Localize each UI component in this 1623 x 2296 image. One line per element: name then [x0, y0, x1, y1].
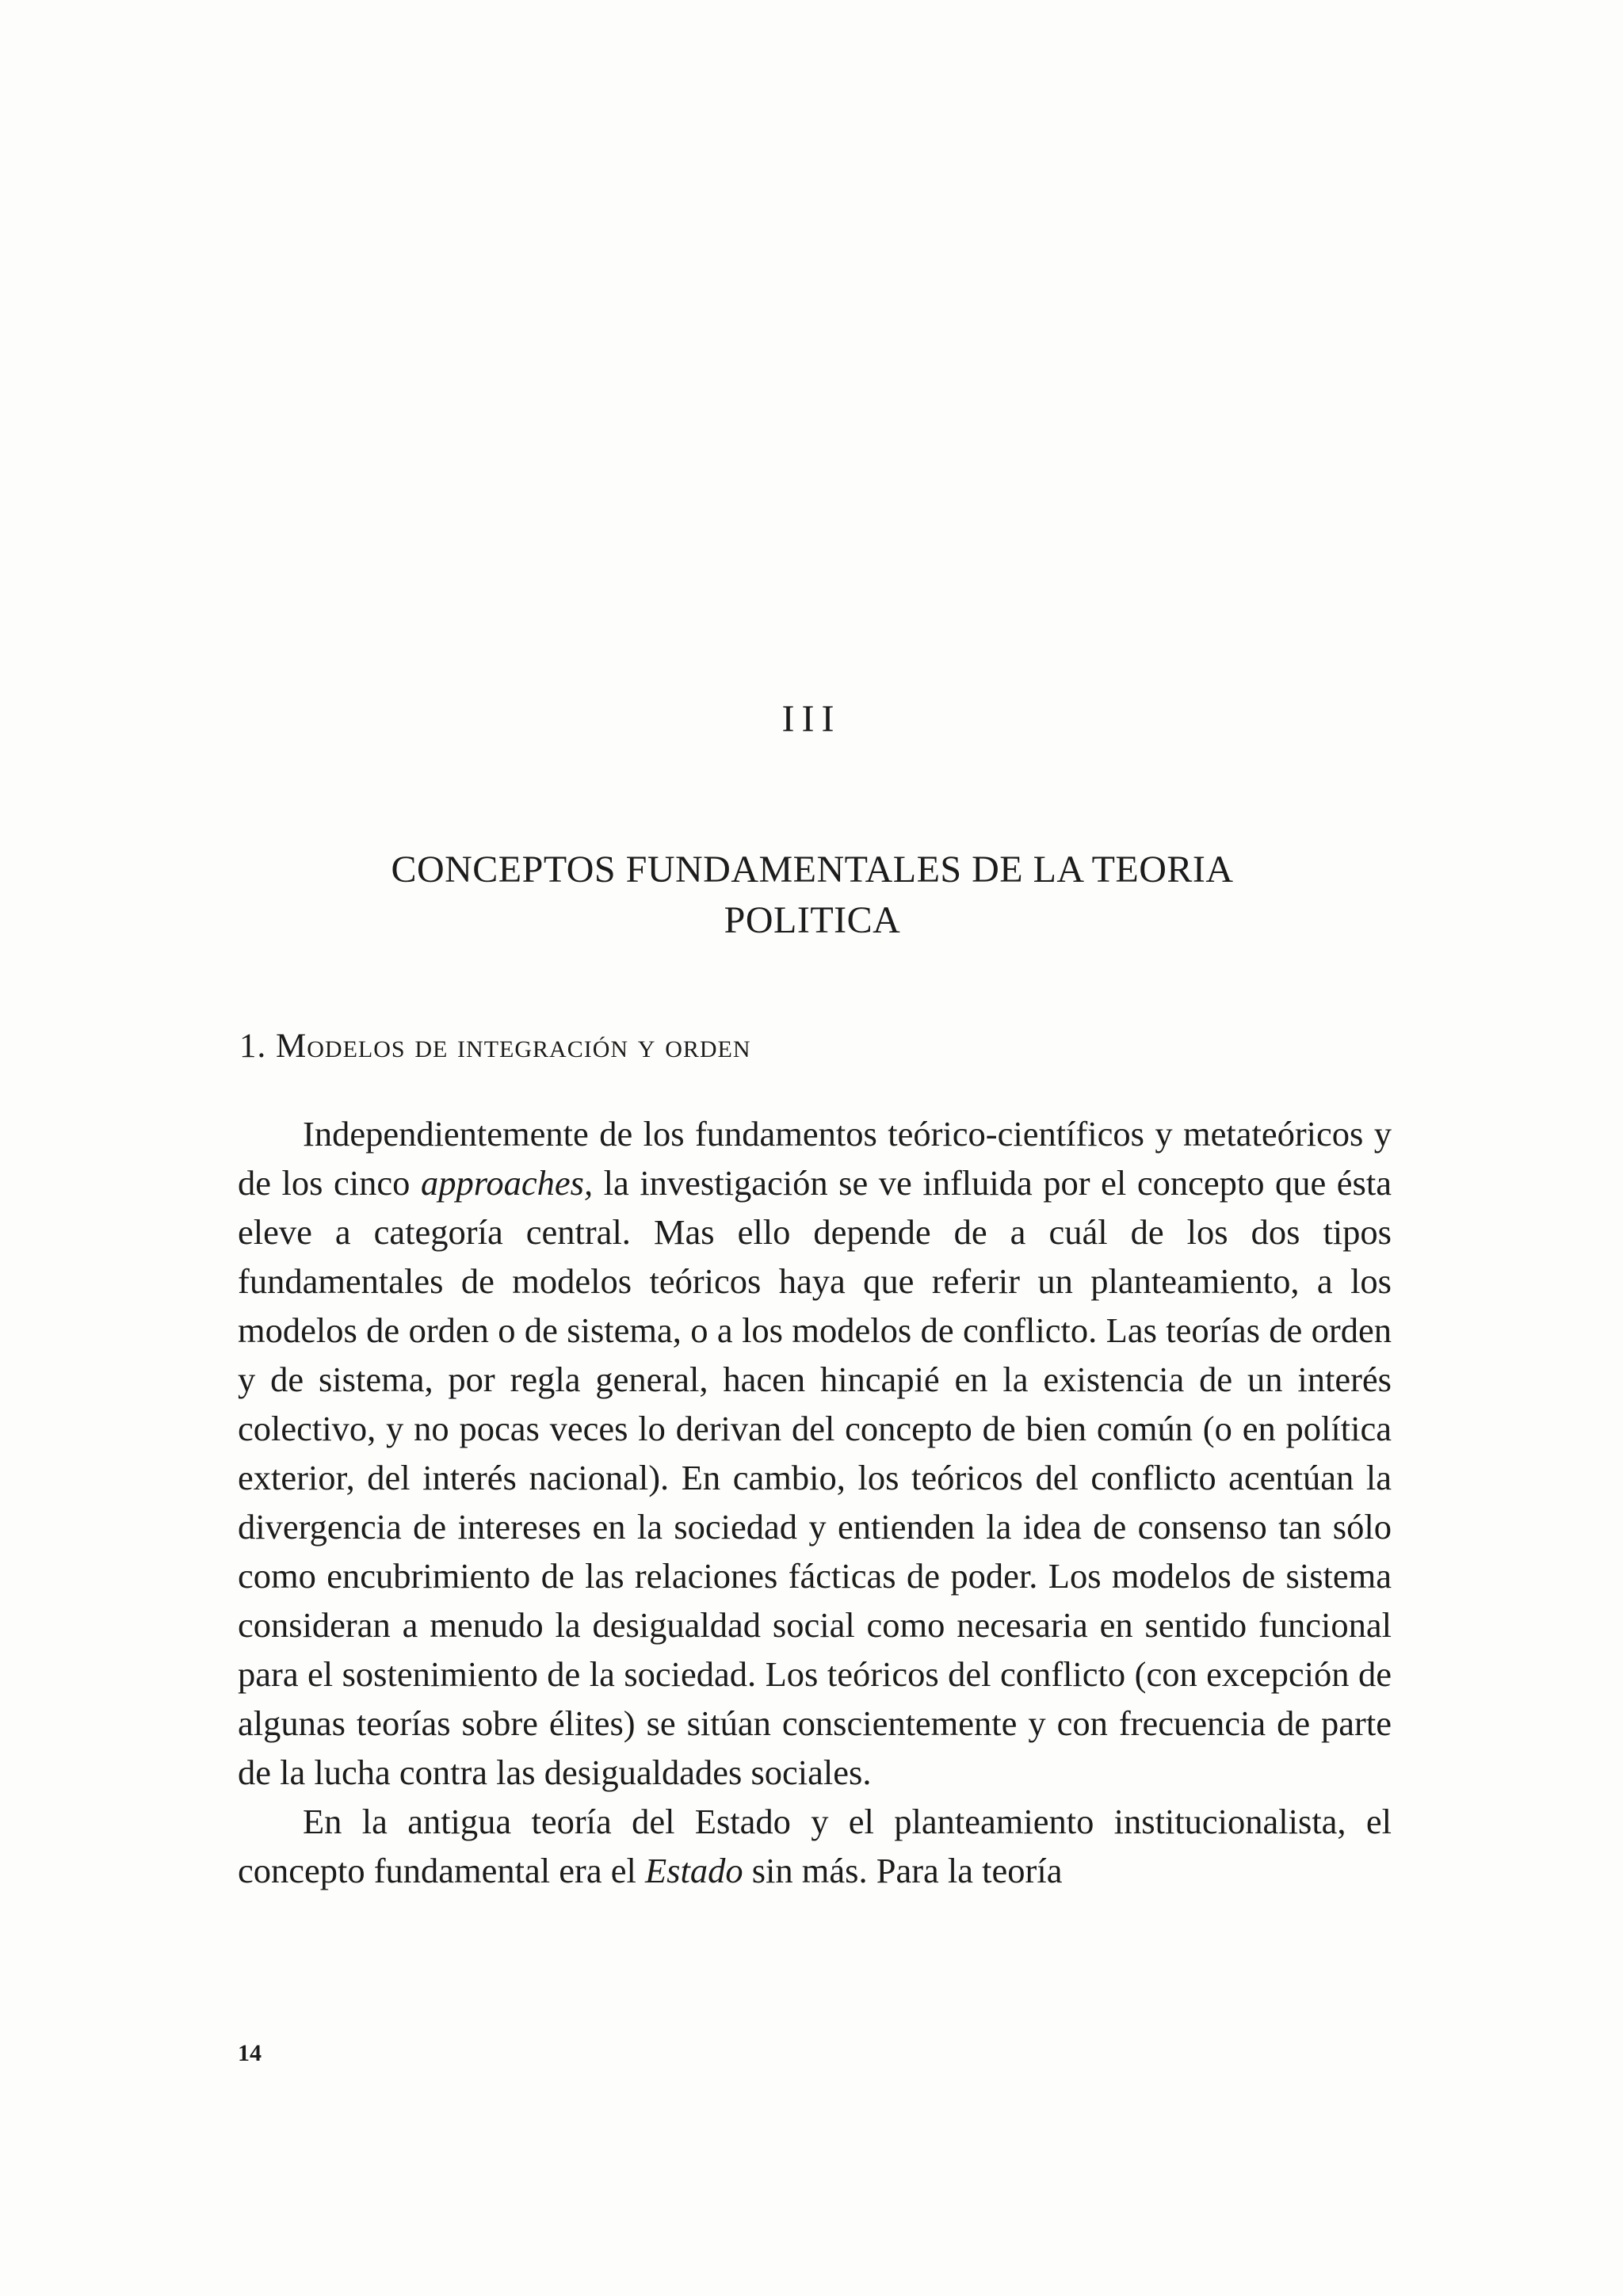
paragraph-1-text-b: la investigación se ve influida por el concepto que ésta eleve a categoría central. Mas ello depende de a cuál de los dos tipos fundamentales de modelos teóricos haya que referir un planteamiento, a los modelos de orden o de sistema, o a los modelos de conflicto. Las teorías de orden y de sistema, por regla general, hacen hincapié en la existencia de un interés colectivo, y no pocas veces lo derivan del concepto de bien común (o en política exterior, del interés nacional). En cambio, los teóricos del conflicto acentúan la divergencia de intereses en la sociedad y entienden la idea de consenso tan sólo como encubrimiento de las relaciones fácticas de poder. Los modelos de sistema consideran a menudo la desigualdad social como necesaria en sentido funcional para el sostenimiento de la sociedad. Los teóricos del conflicto (con excepción de algunas teorías sobre élites) se sitúan conscientemente y con frecuencia de parte de la lucha contra las desigualdades sociales.	[238, 1163, 1392, 1792]
paragraph-1-italic-term: approaches,	[420, 1163, 594, 1203]
paragraph-2-italic-term: Estado	[644, 1851, 743, 1890]
chapter-number: III	[781, 698, 842, 740]
paragraph-2-text-a: En la antigua teoría del Estado y el planteamiento institucionalista, el concepto fundamental era el	[238, 1802, 1392, 1890]
chapter-title-line-2: POLITICA	[724, 899, 901, 941]
paragraph-2-text-b: sin más. Para la teoría	[743, 1851, 1063, 1890]
section-heading: 1. Modelos de integración y orden	[239, 1028, 751, 1065]
paragraph-1-text-a: Independientemente de los fundamentos teórico-científicos y metateóricos y de los cinco	[238, 1114, 1392, 1203]
page-number: 14	[238, 2040, 262, 2066]
body-text	[238, 1109, 1392, 1895]
chapter-title-line-1: CONCEPTOS FUNDAMENTALES DE LA TEORIA	[391, 849, 1234, 891]
paragraph-1	[238, 1109, 1392, 1797]
chapter-title	[238, 845, 1387, 946]
paragraph-2	[238, 1797, 1392, 1895]
